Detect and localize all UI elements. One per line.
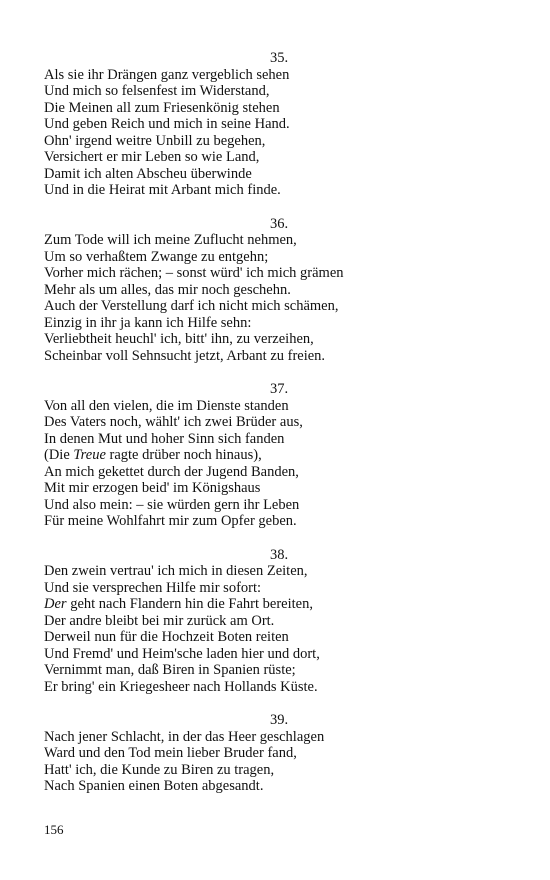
verse-line — [44, 67, 514, 84]
verse-text: Des Vaters noch, wählt' ich zwei Brüder aus, — [44, 414, 303, 430]
emphasized-word: Treue — [73, 447, 106, 463]
verse-line — [44, 580, 514, 597]
verse-text: Der andre bleibt bei mir zurück am Ort. — [44, 612, 275, 629]
verse-line — [44, 679, 514, 696]
verse-line — [44, 646, 514, 663]
verse-line — [44, 282, 514, 299]
verse-line — [44, 348, 514, 365]
verse-text: Und mich so felsenfest im Widerstand, — [44, 83, 270, 99]
verse-text: Um so verhaßtem Zwange zu entgehn; — [44, 248, 269, 265]
verse-line — [44, 83, 514, 100]
verse-line — [44, 133, 514, 150]
verse-text: Mehr als um alles, das mir noch geschehn. — [44, 281, 291, 298]
verse-text: Hatt' ich, die Kunde zu Biren zu tragen, — [44, 761, 275, 778]
verse-line — [44, 613, 514, 630]
verse-line — [44, 729, 514, 746]
verse-line — [44, 100, 514, 117]
stanza-list — [44, 50, 514, 795]
verse-line — [44, 596, 514, 613]
verse-text: Vernimmt man, daß Biren in Spanien rüste; — [44, 662, 296, 678]
verse-line — [44, 778, 514, 795]
verse-text: Als sie ihr Drängen ganz vergeblich sehen — [44, 66, 290, 83]
verse-text: Nach jener Schlacht, in der das Heer geschlagen — [44, 728, 325, 745]
verse-line — [44, 629, 514, 646]
verse-text: Derweil nun für die Hochzeit Boten reiten — [44, 629, 289, 645]
verse-line — [44, 662, 514, 679]
stanza-number: 36. — [269, 215, 289, 232]
verse-text: Für meine Wohlfahrt mir zum Opfer geben. — [44, 513, 297, 529]
verse-line — [44, 315, 514, 332]
verse-text: In denen Mut und hoher Sinn sich fanden — [44, 430, 285, 447]
verse-line — [44, 166, 514, 183]
verse-text: Damit ich alten Abscheu überwinde — [44, 165, 252, 182]
verse-line — [44, 497, 514, 514]
verse-text: Die Meinen all zum Friesenkönig stehen — [44, 99, 280, 116]
verse-text: Auch der Verstellung darf ich nicht mich schämen, — [44, 298, 339, 314]
verse-text: Zum Tode will ich meine Zuflucht nehmen, — [44, 232, 297, 248]
verse-text: Und also mein: – sie würden gern ihr Leben — [44, 496, 300, 513]
verse-text: (Die — [44, 447, 74, 463]
verse-text: Von all den vielen, die im Dienste standen — [44, 397, 289, 414]
verse-line — [44, 116, 514, 133]
emphasized-word: Der — [44, 596, 67, 612]
verse-line — [44, 182, 514, 199]
verse-line — [44, 149, 514, 166]
verse-text: geht nach Flandern hin die Fahrt bereiten, — [66, 596, 313, 612]
verse-text: Mit mir erzogen beid' im Königshaus — [44, 480, 261, 496]
verse-text: Den zwein vertrau' ich mich in diesen Zeiten, — [44, 563, 308, 579]
verse-line — [44, 431, 514, 448]
verse-line — [44, 331, 514, 348]
verse-line — [44, 249, 514, 266]
stanza — [44, 50, 514, 199]
verse-text: Scheinbar voll Sehnsucht jetzt, Arbant zu freien. — [44, 347, 326, 364]
verse-text: Einzig in ihr ja kann ich Hilfe sehn: — [44, 314, 252, 331]
verse-text: Er bring' ein Kriegesheer nach Hollands Küste. — [44, 678, 318, 695]
verse-text: Und Fremd' und Heim'sche laden hier und dort, — [44, 645, 320, 662]
verse-text: ragte drüber noch hinaus), — [105, 447, 262, 463]
stanza-number: 39. — [269, 712, 289, 728]
verse-text: Verliebtheit heuchl' ich, bitt' ihn, zu verzeihen, — [44, 331, 314, 347]
verse-line — [44, 762, 514, 779]
stanza-number: 37. — [269, 381, 289, 397]
verse-line — [44, 232, 514, 249]
verse-line — [44, 414, 514, 431]
stanza-number: 35. — [269, 50, 289, 66]
verse-text: Und sie versprechen Hilfe mir sofort: — [44, 579, 262, 596]
verse-text: Und geben Reich und mich in seine Hand. — [44, 116, 290, 132]
verse-line — [44, 464, 514, 481]
stanza — [44, 547, 514, 696]
verse-text: Ward und den Tod mein lieber Bruder fand, — [44, 745, 297, 761]
verse-line — [44, 745, 514, 762]
verse-text: Ohn' irgend weitre Unbill zu begehen, — [44, 132, 266, 149]
verse-line — [44, 298, 514, 315]
verse-text: Vorher mich rächen; – sonst würd' ich mich grämen — [44, 265, 344, 281]
verse-line — [44, 398, 514, 415]
verse-text: An mich gekettet durch der Jugend Banden, — [44, 463, 299, 480]
verse-text: Nach Spanien einen Boten abgesandt. — [44, 778, 264, 794]
stanza — [44, 381, 514, 530]
poem-page — [44, 50, 514, 812]
stanza — [44, 216, 514, 365]
verse-line — [44, 265, 514, 282]
verse-text: Versichert er mir Leben so wie Land, — [44, 149, 260, 165]
page-number: 156 — [44, 822, 64, 837]
verse-line — [44, 480, 514, 497]
verse-line — [44, 513, 514, 530]
stanza — [44, 712, 514, 795]
stanza-number: 38. — [269, 546, 289, 563]
verse-line — [44, 447, 514, 464]
verse-text: Und in die Heirat mit Arbant mich finde. — [44, 182, 281, 198]
verse-line — [44, 563, 514, 580]
